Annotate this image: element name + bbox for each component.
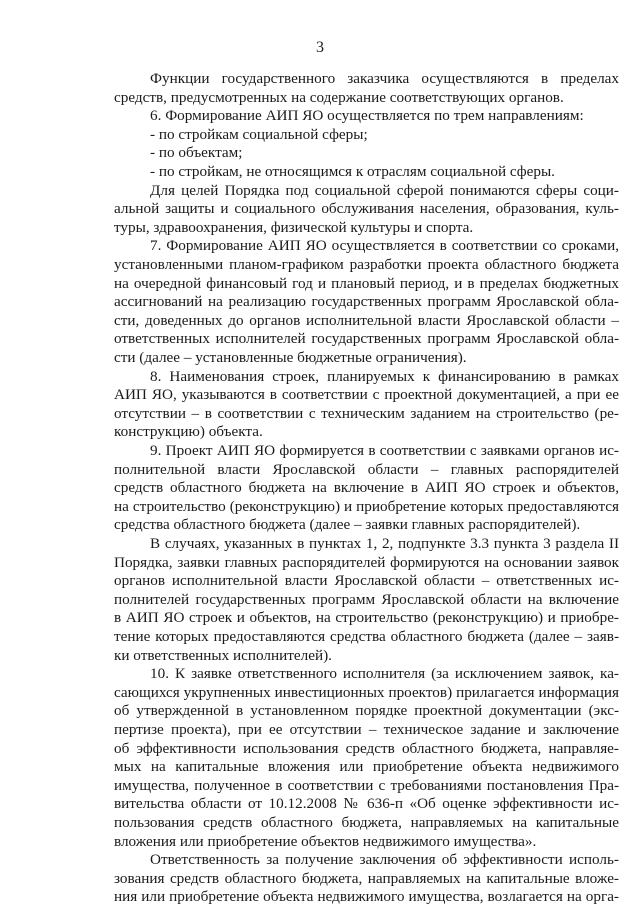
text-line: мых на капитальные вложения или приобретение объекта недвижимого: [114, 758, 619, 776]
text-line: об утвержденной в установленном порядке проектной документации (экс-: [114, 702, 619, 720]
text-line: ния или приобретение объекта недвижимого имущества, возлагается на орга-: [114, 888, 619, 906]
text-line: конструкцию) объекта.: [114, 423, 263, 441]
text-line: Порядка, заявки главных распорядителей формируются на основании заявок: [114, 553, 619, 571]
text-line: средств, предусмотренных на содержание соответствующих органов.: [114, 88, 564, 106]
text-line: вложения или приобретение объектов недвижимого имущества».: [114, 832, 537, 850]
text-line: сти (далее – установленные бюджетные ограничения).: [114, 349, 467, 366]
text-line: альной защиты и социального обслуживания населения, образования, куль-: [114, 200, 619, 218]
text-line: в АИП ЯО строек и объектов, на строительство (реконструкцию) и приобре-: [114, 609, 619, 627]
text-line: 10. К заявке ответственного исполнителя (за исключением заявок, ка-: [150, 665, 619, 683]
text-line: на очередной финансовый год и плановый период, и в пределах бюджетных: [114, 274, 619, 292]
text-line: имущества, полученное в соответствии с требованиями постановления Пра-: [114, 776, 619, 794]
text-line: полнителей государственных программ Ярославской области на включение: [114, 590, 619, 608]
text-line: пертизе проекта), при ее отсутствии – техническое задание и заключение: [114, 721, 619, 738]
text-line: Для целей Порядка под социальной сферой понимаются сферы соци-: [150, 181, 619, 199]
text-line: Ответственность за получение заключения об эффективности исполь-: [150, 851, 619, 869]
text-line: 7. Формирование АИП ЯО осуществляется в соответствии со сроками,: [150, 237, 619, 255]
text-line: средства областного бюджета (далее – заявки главных распорядителей).: [114, 516, 581, 534]
text-line: средств областного бюджета на включение в АИП ЯО строек и объектов,: [114, 479, 619, 497]
text-line: об эффективности использования средств областного бюджета, направляе-: [114, 739, 619, 757]
text-line: - по стройкам социальной сферы;: [150, 125, 368, 143]
text-line: сти, доведенных до органов исполнительной власти Ярославской области –: [114, 311, 619, 329]
text-line: Функции государственного заказчика осуществляются в пределах: [150, 70, 619, 87]
text-line: отсутствии – в соответствии с техническим заданием на строительство (ре-: [114, 404, 619, 422]
text-line: АИП ЯО, указываются в соответствии с проектной документацией, а при ее: [114, 386, 619, 404]
page-number: 3: [316, 39, 324, 56]
text-line: - по объектам;: [150, 144, 243, 162]
text-line: установленными планом-графиком разработки проекта областного бюджета: [114, 256, 619, 273]
text-line: пользования средств областного бюджета, направляемых на капитальные: [114, 814, 619, 831]
text-line: тение которых предоставляются средства областного бюджета (далее – заяв-: [114, 628, 619, 645]
text-line: ассигнований на реализацию государственных программ Ярославской обла-: [114, 293, 619, 311]
text-line: В случаях, указанных в пунктах 1, 2, подпункте 3.3 пункта 3 раздела II: [150, 535, 619, 552]
text-line: зования средств областного бюджета, направляемых на капитальные вложе-: [114, 869, 619, 887]
text-line: ки ответственных исполнителей).: [114, 646, 332, 664]
text-line: - по стройкам, не относящимся к отраслям социальной сферы.: [150, 163, 555, 180]
text-line: органов исполнительной власти Ярославской области – ответственных ис-: [114, 572, 619, 590]
text-line: 9. Проект АИП ЯО формируется в соответствии с заявками органов ис-: [150, 442, 619, 459]
text-line: 6. Формирование АИП ЯО осуществляется по трем направлениям:: [150, 107, 584, 125]
text-line: ответственных исполнителей государственных программ Ярославской обла-: [114, 330, 619, 348]
text-line: туры, здравоохранения, физической культуры и спорта.: [114, 218, 474, 236]
text-line: на строительство (реконструкцию) и приобретение которых предоставляются: [114, 497, 619, 515]
text-line: полнительной власти Ярославской области – главных распорядителей: [114, 460, 619, 478]
text-line: сающихся укрупненных инвестиционных проектов) прилагается информация: [114, 683, 619, 701]
text-line: вительства области от 10.12.2008 № 636-п «Об оценке эффективности ис-: [114, 795, 619, 813]
text-line: 8. Наименования строек, планируемых к финансированию в рамках: [150, 367, 619, 385]
